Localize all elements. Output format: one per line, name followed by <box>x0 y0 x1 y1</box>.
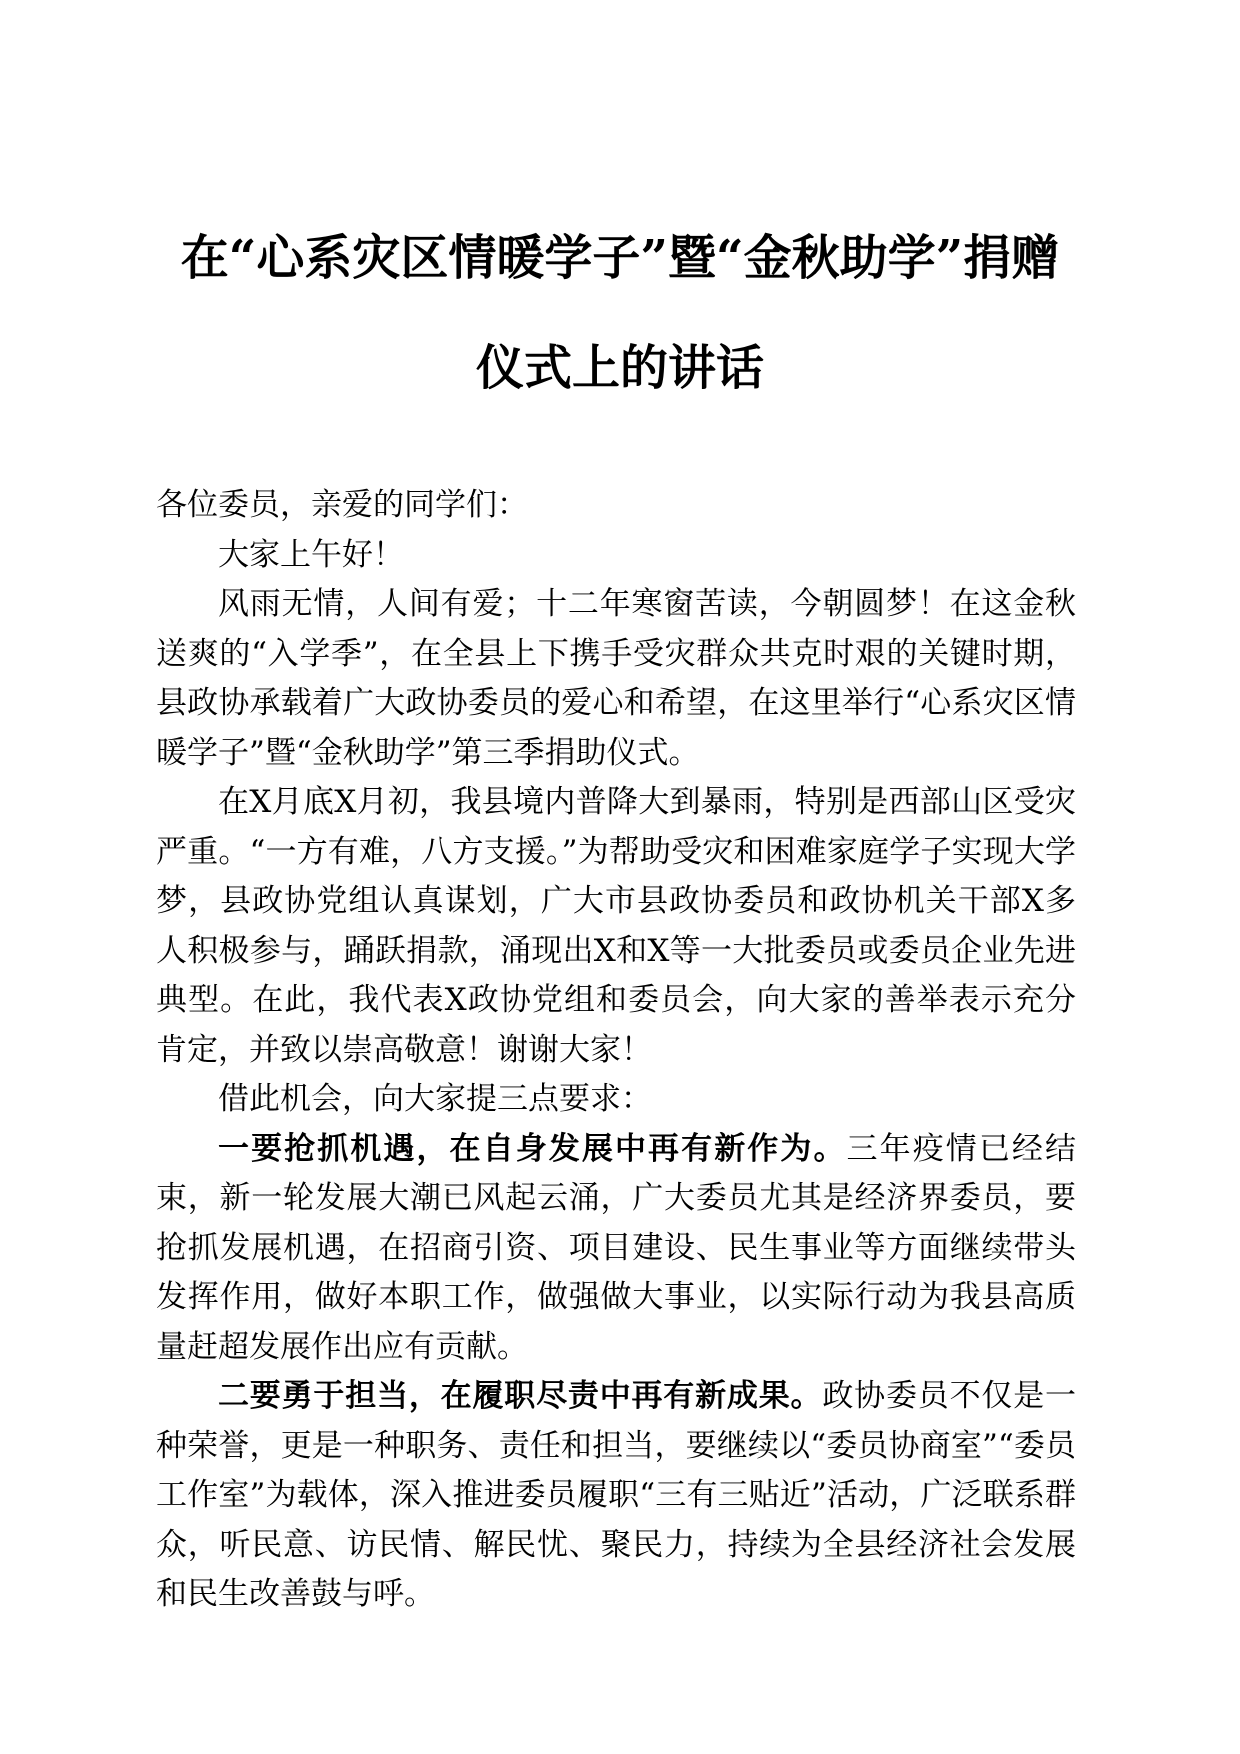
document-body <box>156 481 1076 1620</box>
point-1-text: 三年疫情已经结束，新一轮发展大潮已风起云涌，广大委员尤其是经济界委员，要抢抓发展机遇，在招商引资、项目建设、民生事业等方面继续带头发挥作用，做好本职工作，做强做大事业，以实际行动为我县高质量赶超发展作出应有贡献。 <box>156 1130 1077 1365</box>
greeting: 大家上午好！ <box>218 536 404 573</box>
point-1 <box>156 1125 1076 1373</box>
document-title-line-2: 仪式上的讲话 <box>475 340 764 396</box>
point-1-heading: 一要抢抓机遇，在自身发展中再有新作为。 <box>218 1130 847 1167</box>
document-title-line-1: 在“心系灾区情暖学子”暨“金秋助学”捐赠 <box>180 230 1060 286</box>
point-2-text: 政协委员不仅是一种荣誉，更是一种职务、责任和担当，要继续以“委员协商室”“委员工作室”为载体，深入推进委员履职“三有三贴近”活动，广泛联系群众，听民意、访民情、解民忧、聚民力，持续为全县经济社会发展和民生改善鼓与呼。 <box>156 1378 1077 1612</box>
paragraph-1: 风雨无情，人间有爱；十二年寒窗苦读，今朝圆梦！在这金秋送爽的“入学季”，在全县上下携手受灾群众共克时艰的关键时期，县政协承载着广大政协委员的爱心和希望，在这里举行“心系灾区情暖学子”暨“金秋助学”第三季捐助仪式。 <box>156 586 1076 771</box>
salutation: 各位委员，亲爱的同学们： <box>156 487 528 523</box>
point-2-heading: 二要勇于担当，在履职尽责中再有新成果。 <box>218 1378 823 1414</box>
point-2 <box>156 1372 1076 1620</box>
paragraph-3: 借此机会，向大家提三点要求： <box>218 1081 652 1117</box>
paragraph-2: 在X月底X月初，我县境内普降大到暴雨，特别是西部山区受灾严重。“一方有难，八方支援。”为帮助受灾和困难家庭学子实现大学梦，县政协党组认真谋划，广大市县政协委员和政协机关干部X多人积极参与，踊跃捐款，涌现出X和X等一大批委员或委员企业先进典型。在此，我代表X政协党组和委员会，向大家的善举表示充分肯定，并致以崇高敬意！谢谢大家！ <box>156 784 1076 1068</box>
